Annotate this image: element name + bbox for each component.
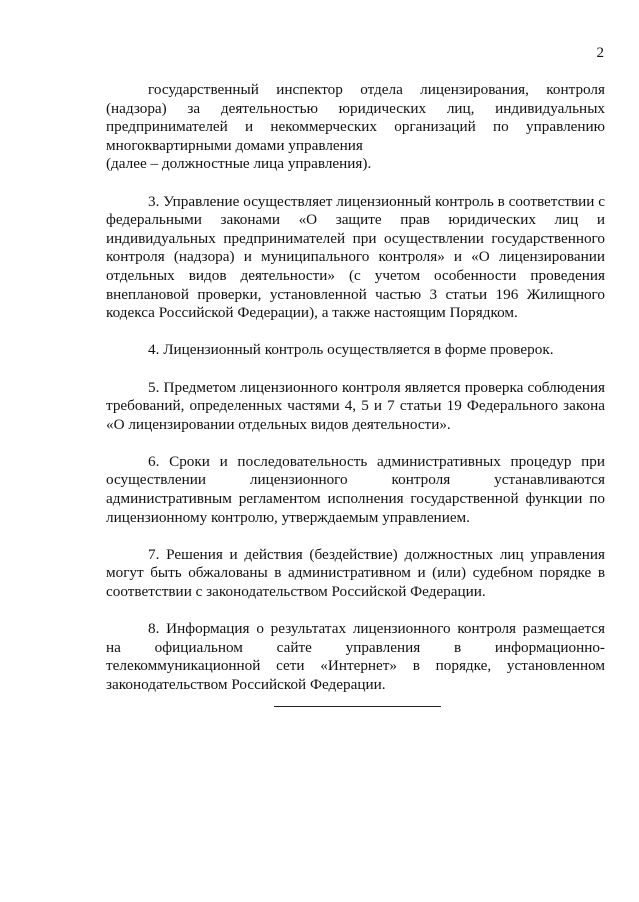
- end-of-document-rule: [274, 706, 441, 707]
- paragraph-gap: [106, 323, 605, 342]
- paragraph-gap: [106, 360, 605, 379]
- paragraph-gap: [106, 434, 605, 453]
- paragraph-5: 5. Предметом лицензионного контроля является проверка соблюдения требований, определенных частями 4, 5 и 7 статьи 19 Федерального закона «О лицензировании отдельных видов деятельности».: [106, 378, 605, 433]
- paragraph-7: 7. Решения и действия (бездействие) должностных лиц управления могут быть обжалованы в административном и (или) судебном порядке в соответствии с законодательством Российской Федерации.: [106, 545, 605, 601]
- page-number: 2: [596, 45, 604, 61]
- paragraph-gap: [106, 602, 605, 621]
- paragraph-3: 3. Управление осуществляет лицензионный контроль в соответствии с федеральными законами «О защите прав юридических лиц и индивидуальных предпринимателей при осуществлении государственного контроля (надзора) и муниципального контроля» и «О лицензировании отдельных видов деятельности» (с учетом особенности проведения внеплановой проверки, установленной частью 3 статьи 196 Жилищного кодекса Российской Федерации), а также настоящим Порядком.: [106, 192, 605, 322]
- paragraph-gap: [106, 174, 605, 193]
- document-body: [106, 81, 605, 695]
- paragraph-4: 4. Лицензионный контроль осуществляется в форме проверок.: [148, 341, 554, 359]
- intro-paragraph: государственный инспектор отдела лицензирования, контроля (надзора) за деятельностью юридических лиц, индивидуальных предпринимателей и некоммерческих организаций по управлению многоквартирными домами управления: [106, 81, 605, 154]
- paragraph-6: 6. Сроки и последовательность административных процедур при осуществлении лицензионного контроля устанавливаются административным регламентом исполнения государственной функции по лицензионному контролю, утверждаемым управлением.: [106, 452, 605, 526]
- intro-note: (далее – должностные лица управления).: [106, 155, 372, 173]
- paragraph-8: 8. Информация о результатах лицензионного контроля размещается на официальном сайте управления в информационно-телекоммуникационной сети «Интернет» в порядке, установленном законодательством Российской Федерации.: [106, 620, 605, 693]
- paragraph-gap: [106, 527, 605, 546]
